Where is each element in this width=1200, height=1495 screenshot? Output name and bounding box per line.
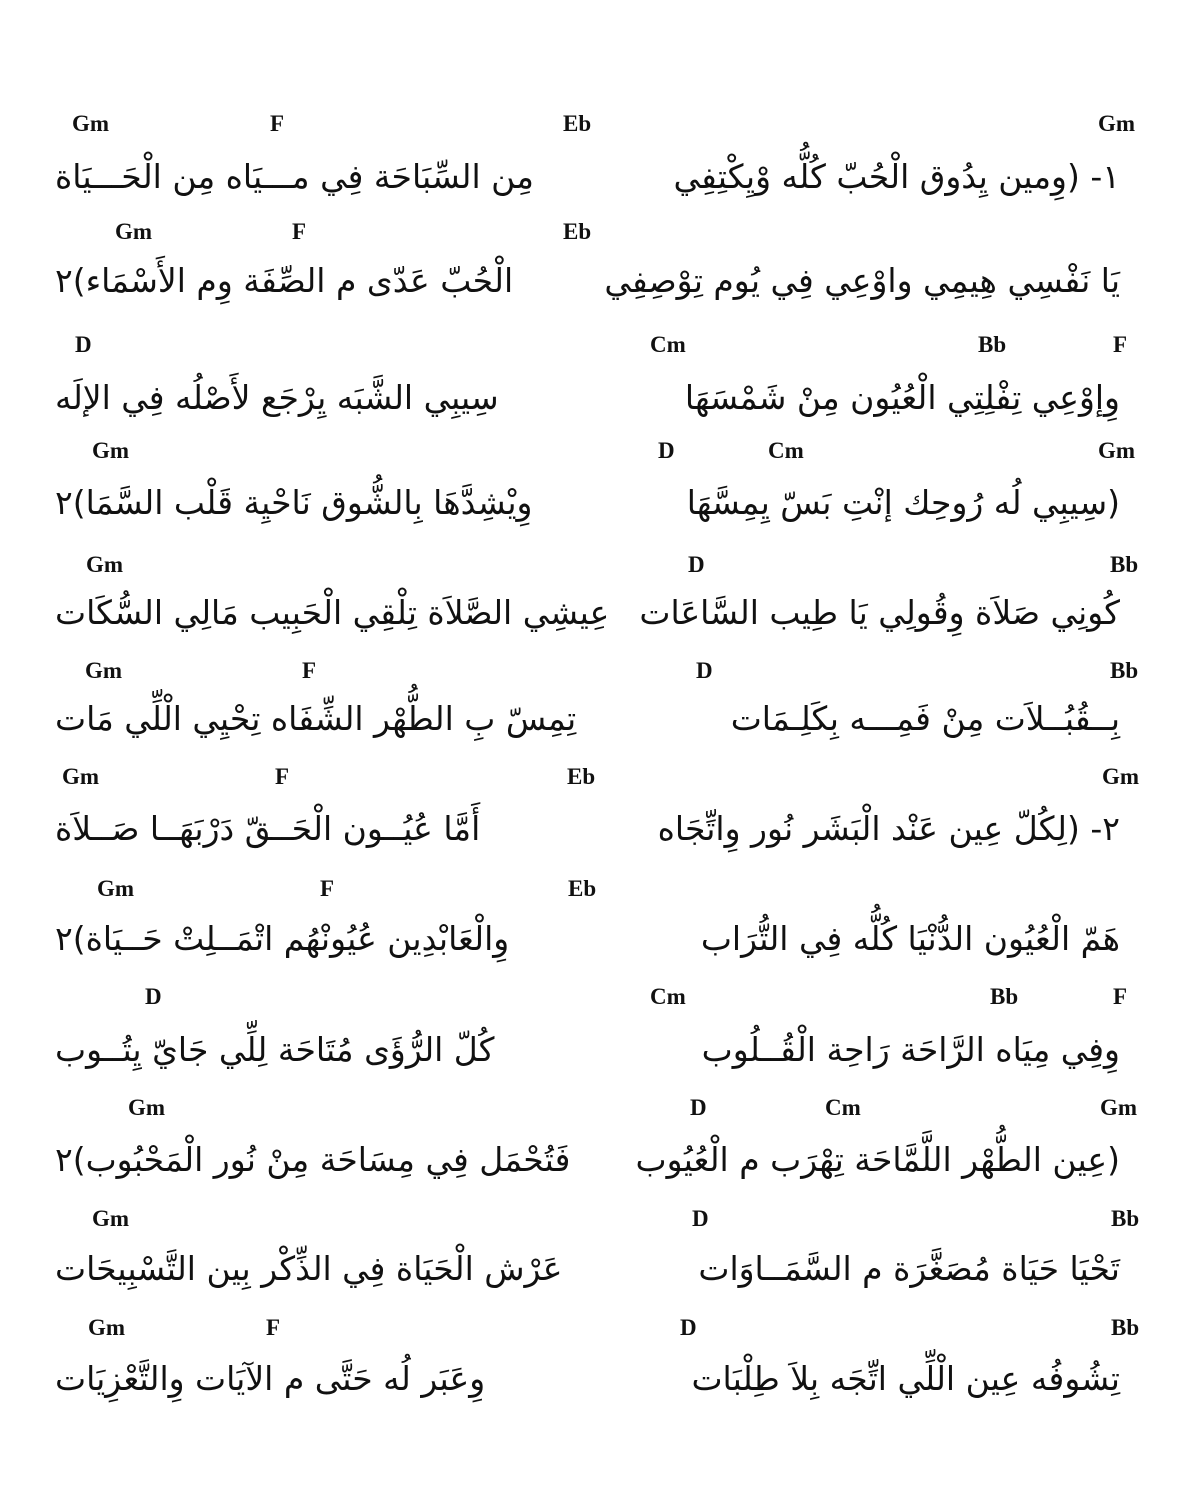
lyric-line: مِن السِّبَاحَة فِي مـــيَاه مِن الْحَـــيَاة (55, 157, 534, 196)
chord-label: Bb (1111, 1315, 1140, 1340)
lyric-line: ٢- (لِكُلّ عِين عَنْد الْبَشَر نُور وِاتِّجَاه (657, 809, 1120, 848)
lyric-line: تَحْيَا حَيَاة مُصَغَّرَة م السَّمَــاوَات (698, 1249, 1120, 1288)
lyric-line: ١- (وِمين يِدُوق الْحُبّ كُلُّه وْيِكْتِفِي (673, 157, 1120, 196)
chord-label: F (266, 1315, 281, 1340)
chord-label: Eb (563, 219, 592, 244)
lyric-line: وِإوْعِي تِفْلِتِي الْعُيُون مِنْ شَمْسَهَا (684, 378, 1120, 417)
chord-label: Eb (568, 876, 597, 901)
lyric-line: (سِيبِي لُه رُوحِك إنْتِ بَسّ يِمِسَّهَا (686, 483, 1120, 522)
lyric-line: كُونِي صَلاَة وِقُولِي يَا طِيب السَّاعَات (639, 593, 1120, 632)
chord-label: Bb (990, 984, 1019, 1009)
chord-label: D (690, 1095, 707, 1120)
chord-label: Cm (650, 984, 686, 1009)
lyric-line: يَا نَفْسِي هِيمِي واوْعِي فِي يُوم تِوْصِفِي (604, 261, 1120, 300)
chord-label: Eb (563, 111, 592, 136)
chord-label: Gm (86, 552, 124, 577)
chord-label: Bb (1110, 552, 1139, 577)
chord-label: Bb (1111, 1206, 1140, 1231)
chord-label: Cm (825, 1095, 861, 1120)
chord-label: F (292, 219, 307, 244)
chord-label: Gm (92, 438, 130, 463)
lyric-line: عِيشِي الصَّلاَة تِلْقِي الْحَبِيب مَالِي السُّكَات (55, 593, 610, 632)
lyric-line: فَتُحْمَل فِي مِسَاحَة مِنْ نُور الْمَحْبُوب)٢ (55, 1140, 571, 1179)
chord-label: Gm (1098, 438, 1136, 463)
chord-label: Bb (1110, 658, 1139, 683)
lyric-line: تِمِسّ بِ الطُّهْر الشِّفَاه تِحْيِي الْلِّي مَات (55, 699, 577, 738)
chord-label: Gm (88, 1315, 126, 1340)
chord-label: D (680, 1315, 697, 1340)
lyric-line: وِيْشِدَّهَا بِالشُّوق نَاحْيِة قَلْب السَّمَا)٢ (55, 483, 533, 522)
chord-label: Gm (62, 764, 100, 789)
lyric-line: الْحُبّ عَدّى م الصِّفَة وِم الأَسْمَاء)٢ (55, 261, 514, 300)
chord-label: F (1113, 984, 1128, 1009)
chord-label: Gm (1102, 764, 1140, 789)
lyric-line: وِالْعَابْدِين عُيُونْهُم اتْمَــلِتْ حَــيَاة)٢ (55, 919, 510, 958)
lyric-line: عَرْش الْحَيَاة فِي الذِّكْر بِين التَّسْبِيحَات (55, 1249, 563, 1288)
chord-label: Gm (85, 658, 123, 683)
lyric-line: وِعَبَر لُه حَتَّى م الآيَات وِالتَّعْزِيَات (55, 1359, 486, 1398)
chord-label: D (658, 438, 675, 463)
chord-label: F (270, 111, 285, 136)
chord-label: Gm (92, 1206, 130, 1231)
chord-label: Gm (72, 111, 110, 136)
lyric-line: أَمَّا عُيُــون الْحَــقّ دَرْبَهَــا صَــلاَة (55, 809, 481, 848)
chord-label: F (275, 764, 290, 789)
chord-label: Eb (567, 764, 596, 789)
chord-label: Gm (1098, 111, 1136, 136)
chord-label: Gm (128, 1095, 166, 1120)
chord-label: Cm (768, 438, 804, 463)
chord-label: Bb (978, 332, 1007, 357)
chord-label: Cm (650, 332, 686, 357)
chord-label: D (145, 984, 162, 1009)
lyric-line: سِيبِي الشَّبَه يِرْجَع لأَصْلُه فِي الإلَه (55, 378, 499, 417)
chord-label: F (1113, 332, 1128, 357)
chord-label: D (75, 332, 92, 357)
lyric-line: بِــقُبُــلاَت مِنْ فَمِـــه بِكَلِـمَات (730, 699, 1120, 738)
lyric-line: وِفِي مِيَاه الرَّاحَة رَاحِة الْقُــلُوب (701, 1030, 1120, 1069)
lyric-line: (عِين الطُّهْر اللَّمَّاحَة تِهْرَب م الْعُيُوب (635, 1140, 1120, 1179)
chord-label: D (696, 658, 713, 683)
chord-label: Gm (1100, 1095, 1138, 1120)
chord-label: D (692, 1206, 709, 1231)
lyric-line: تِشُوفُه عِين الْلِّي اتِّجَه بِلاَ طِلْبَات (691, 1359, 1120, 1398)
chord-label: F (302, 658, 317, 683)
lyric-line: هَمّ الْعُيُون الدُّنْيَا كُلُّه فِي التُّرَاب (700, 919, 1120, 958)
chord-label: F (320, 876, 335, 901)
chord-label: Gm (115, 219, 153, 244)
chord-label: Gm (97, 876, 135, 901)
chord-label: D (688, 552, 705, 577)
lyric-line: كُلّ الرُّؤَى مُتَاحَة لِلِّي جَايّ يِتُــوب (55, 1030, 495, 1069)
